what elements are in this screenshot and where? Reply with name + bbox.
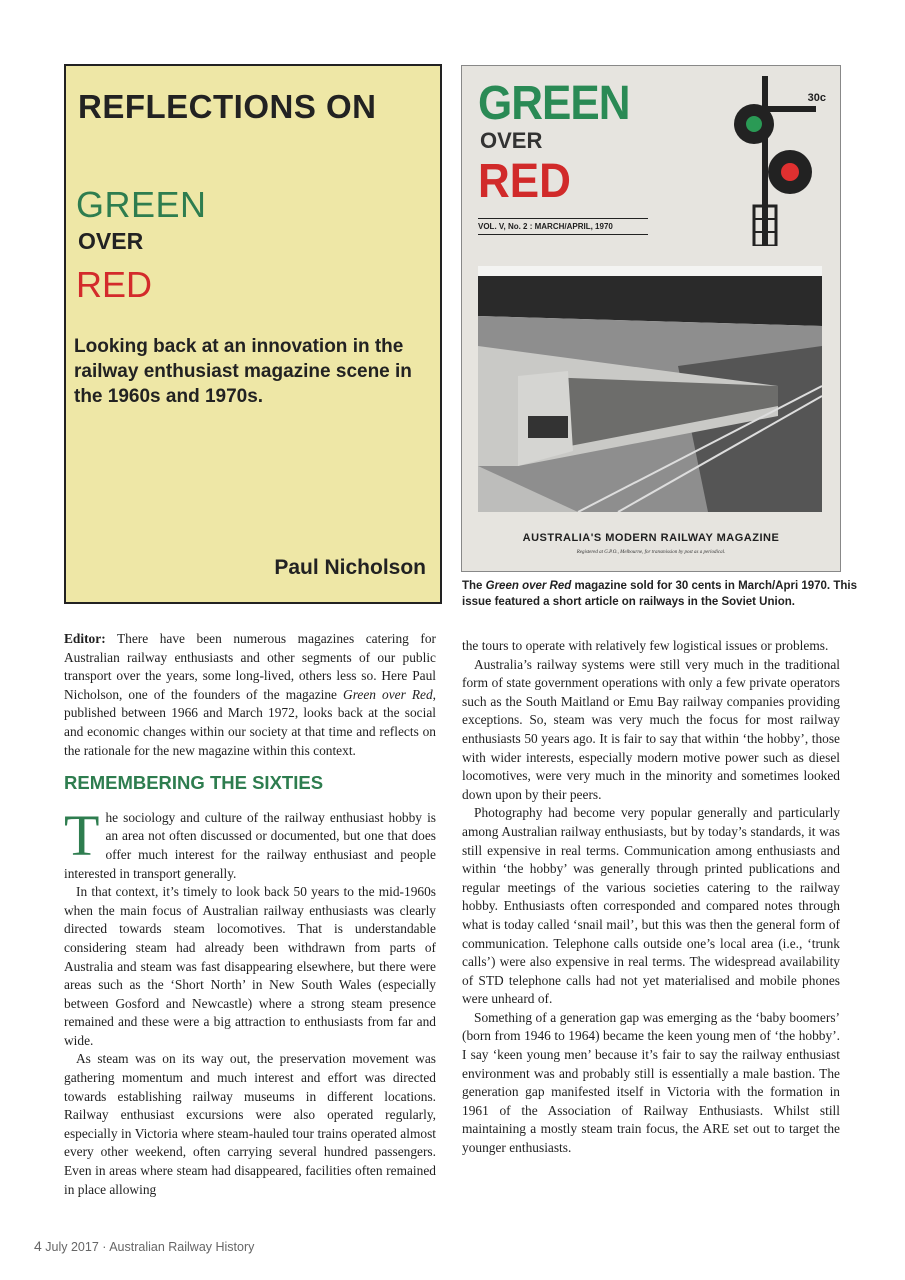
article-column-left bbox=[64, 630, 436, 1199]
magazine-cover-image bbox=[461, 65, 841, 572]
railway-signal-graphic bbox=[724, 76, 824, 246]
cover-title-over: OVER bbox=[480, 128, 543, 153]
section-heading: REMEMBERING THE SIXTIES bbox=[64, 772, 324, 794]
paragraph bbox=[64, 802, 436, 883]
article-column-right bbox=[462, 637, 840, 1158]
page-footer bbox=[34, 1238, 254, 1254]
title-intro: Looking back at an innovation in the railway enthusiast magazine scene in the 1960s and 1970s. bbox=[74, 336, 412, 407]
editor-note-text-end: , published between 1966 and March 1972, looks back at the social and economic changes within our society at that time and reflects on the rationale for the new magazine within this context. bbox=[64, 686, 436, 758]
editor-note bbox=[64, 630, 436, 760]
title-green: GREEN bbox=[76, 184, 207, 225]
title-box bbox=[64, 64, 442, 604]
page-number: 4 bbox=[34, 1238, 42, 1254]
drop-cap: T bbox=[64, 802, 100, 868]
editor-label: Editor: bbox=[64, 631, 106, 646]
cover-registration: Registered at G.P.O., Melbourne, for transmission by post as a periodical. bbox=[576, 550, 726, 555]
paragraph: the tours to operate with relatively few logistical issues or problems. bbox=[462, 638, 829, 653]
cover-volume: VOL. V, No. 2 : MARCH/APRIL, 1970 bbox=[478, 218, 648, 235]
title-red: RED bbox=[76, 264, 153, 305]
cover-title-red: RED bbox=[478, 154, 571, 208]
train-photo bbox=[478, 266, 822, 512]
title-reflections: REFLECTIONS ON bbox=[78, 88, 377, 125]
editor-note-title: Green over Red bbox=[343, 686, 433, 702]
author-name: Paul Nicholson bbox=[274, 556, 426, 579]
caption-text: The bbox=[462, 580, 486, 592]
paragraph: Something of a generation gap was emerging as the ‘baby boomers’ (born from 1946 to 1964) became the keen young men of ‘the hobby’. I say ‘keen young men’ because it’s fair to say the railway enthusiast environment was and probably still is essentially a male bastion. The generation gap manifested itself in Victoria with the formation in 1961 of the Association of Railway Enthusiasts. Whilst still maintaining a mostly steam train focus, the ARE set out to target the younger enthusiasts. bbox=[462, 1009, 840, 1156]
title-over: OVER bbox=[78, 228, 144, 254]
editor-note-text: There have been numerous magazines catering for Australian railway enthusiasts and other segments of our public transport over the years, some long-lived, others less so. Here Paul Nicholson, one of the founders of the magazine bbox=[64, 631, 436, 702]
cover-caption bbox=[462, 578, 882, 610]
paragraph: In that context, it’s timely to look back 50 years to the mid-1960s when the main focus of Australian railway enthusiasts was clearly directed towards steam locomotives. That is understandable considering steam had already been withdrawn from parts of Australia and steam was fast disappearing elsewhere, but there were areas such as the ‘Short North’ in New South Wales (especially between Gosford and Newcastle) where a strong steam presence remained and these were a big attraction to enthusiasts from far and wide. bbox=[64, 884, 436, 1048]
cover-price: 30c bbox=[807, 92, 826, 104]
footer-text: July 2017 · Australian Railway History bbox=[41, 1240, 255, 1254]
paragraph: Photography had become very popular generally and particularly among Australian railway enthusiasts, but by today’s standards, it was still expensive in real terms. Communication among enthusiasts and within ‘the hobby’ was generally through printed publications and regular meetings of the various societies catering to the railway hobby. Enthusiasts often corresponded and compared notes through what is today called ‘snail mail’, but this was then the general form of communication. Telephone calls outside one’s local area (i.e., ‘trunk calls’) were also expensive in real terms. The widespread availability of STD telephone calls had not yet materialised and mobile phones were unheard of. bbox=[462, 805, 840, 1007]
caption-text-end: magazine sold for 30 cents in March/Apri 1970. This issue featured a short article on railways in the Soviet Union. bbox=[462, 580, 857, 608]
paragraph-text: he sociology and culture of the railway enthusiast hobby is an area not often discussed or documented, but one that does offer much interest for the railway enthusiast and people interested in transport generally. bbox=[64, 809, 436, 881]
caption-title: Green over Red bbox=[485, 580, 572, 592]
cover-title-green: GREEN bbox=[478, 76, 630, 130]
cover-tagline: AUSTRALIA'S MODERN RAILWAY MAGAZINE bbox=[522, 532, 780, 544]
paragraph: As steam was on its way out, the preservation movement was gathering momentum and much interest and effort was directed towards establishing railway museums in different locations. Railway enthusiast excursions were also operated regularly, especially in Victoria where steam-hauled tour trains operated almost every other weekend, often carrying several hundred passengers. Even in areas where steam had disappeared, facilities often remained in place allowing bbox=[64, 1051, 436, 1197]
paragraph: Australia’s railway systems were still very much in the traditional form of state government operations with only a few private operators such as the South Maitland or Emu Bay railway companies providing exceptions. So, steam was very much the focus for most railway enthusiasts 50 years ago. It is fair to say that within ‘the hobby’, those with wider interests, especially modern motive power such as diesel locomotives, were very much in the minority and sometimes looked down upon by their peers. bbox=[462, 656, 840, 802]
